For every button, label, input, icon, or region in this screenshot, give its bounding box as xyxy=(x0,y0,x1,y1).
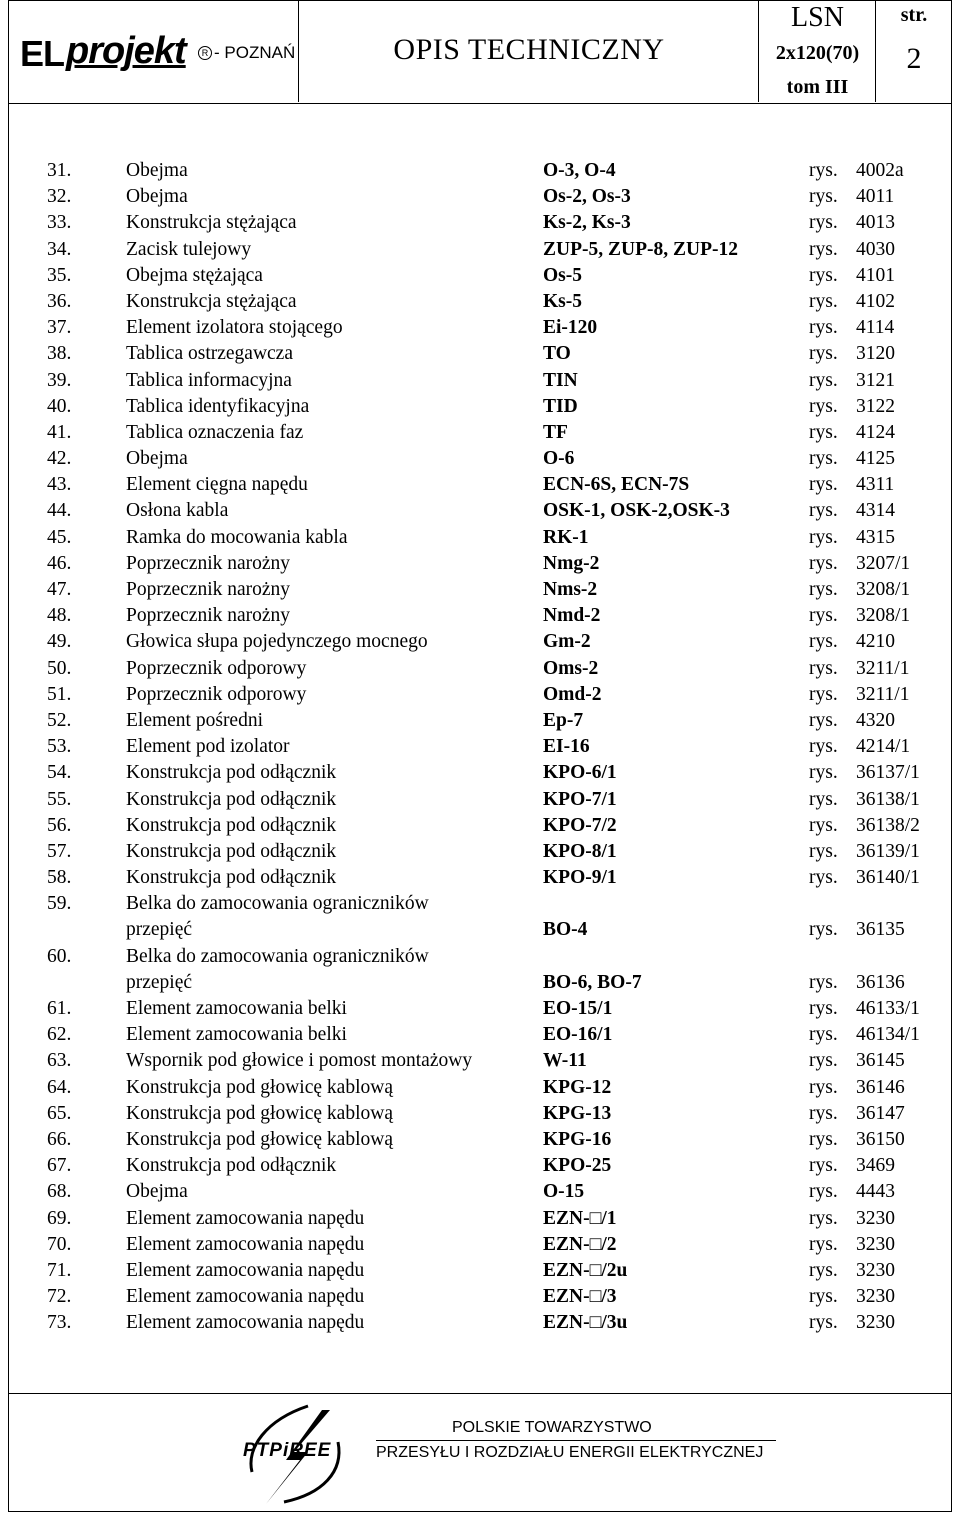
item-number: 56. xyxy=(47,814,72,836)
item-code: TIN xyxy=(543,369,578,391)
item-drawing-number: 36135 xyxy=(856,919,905,941)
item-number: 62. xyxy=(47,1024,72,1046)
item-name: Tablica identyfikacyjna xyxy=(126,395,310,417)
document-footer xyxy=(8,1393,952,1512)
item-number: 33. xyxy=(47,212,72,234)
item-drawing-number: 4311 xyxy=(856,474,895,496)
item-number: 70. xyxy=(47,1233,72,1255)
item-drawing-label: rys. xyxy=(809,683,838,705)
item-drawing-number: 36150 xyxy=(856,1128,905,1150)
list-item xyxy=(0,734,960,760)
item-number: 59. xyxy=(47,893,72,915)
item-drawing-number: 4030 xyxy=(856,238,895,260)
item-drawing-label: rys. xyxy=(809,160,838,181)
item-code: O-15 xyxy=(543,1181,585,1203)
list-item xyxy=(0,1284,960,1310)
item-name: Obejma xyxy=(126,448,188,470)
item-drawing-label: rys. xyxy=(809,421,838,443)
item-drawing-number: 36147 xyxy=(856,1102,905,1124)
list-item xyxy=(0,210,960,236)
list-item xyxy=(0,944,960,996)
logo-city-text: - POZNAŃ xyxy=(214,43,296,62)
document-code: LSN xyxy=(791,2,844,33)
item-name: Element zamocowania belki xyxy=(126,998,347,1020)
item-drawing-label: rys. xyxy=(809,1102,838,1124)
item-code: KPO-7/1 xyxy=(543,788,617,810)
document-title: OPIS TECHNICZNY xyxy=(393,33,665,66)
item-number: 61. xyxy=(47,998,72,1020)
item-number: 65. xyxy=(47,1102,72,1124)
item-number: 57. xyxy=(47,840,72,862)
item-number: 34. xyxy=(47,238,72,260)
list-item xyxy=(0,1258,960,1284)
list-item xyxy=(0,237,960,263)
item-number: 73. xyxy=(47,1312,72,1334)
list-item xyxy=(0,498,960,524)
item-name: Element zamocowania belki xyxy=(126,1024,347,1046)
item-code: Os-5 xyxy=(543,264,582,286)
item-drawing-number: 4114 xyxy=(856,317,895,339)
item-code: EO-15/1 xyxy=(543,998,613,1020)
item-name: Obejma xyxy=(126,186,188,208)
item-drawing-number: 3207/1 xyxy=(856,552,911,574)
item-name: Poprzecznik narożny xyxy=(126,605,291,627)
item-name: Konstrukcja stężająca xyxy=(126,290,297,312)
item-drawing-number: 4125 xyxy=(856,448,895,470)
list-item xyxy=(0,629,960,655)
registered-mark-icon: R xyxy=(198,46,212,60)
item-drawing-number: 4443 xyxy=(856,1181,895,1203)
list-item xyxy=(0,1206,960,1232)
list-item xyxy=(0,891,960,943)
item-drawing-number: 36138/2 xyxy=(856,814,920,836)
item-name: Ramka do mocowania kabla xyxy=(126,526,348,548)
item-drawing-label: rys. xyxy=(809,867,838,889)
list-item xyxy=(0,760,960,786)
item-code: Ei-120 xyxy=(543,317,598,339)
item-drawing-label: rys. xyxy=(809,1076,838,1098)
item-drawing-label: rys. xyxy=(809,788,838,810)
item-drawing-number: 4002a xyxy=(856,160,904,181)
item-number: 42. xyxy=(47,448,72,470)
item-drawing-number: 3230 xyxy=(856,1207,895,1229)
list-item xyxy=(0,184,960,210)
item-name: Konstrukcja pod głowicę kablową xyxy=(126,1076,393,1098)
item-drawing-label: rys. xyxy=(809,1259,838,1281)
item-name: Tablica informacyjna xyxy=(126,369,292,391)
item-name: Element pośredni xyxy=(126,709,264,731)
item-number: 32. xyxy=(47,186,72,208)
item-number: 67. xyxy=(47,1155,72,1177)
item-drawing-label: rys. xyxy=(809,1050,838,1072)
item-drawing-label: rys. xyxy=(809,762,838,784)
item-code: Nmg-2 xyxy=(543,552,600,574)
item-number: 47. xyxy=(47,579,72,600)
item-drawing-number: 3230 xyxy=(856,1259,895,1281)
item-name-continued: przepięć xyxy=(126,971,193,993)
item-drawing-number: 46133/1 xyxy=(856,998,920,1020)
page-label: str. xyxy=(900,4,928,26)
item-code: KPG-12 xyxy=(543,1076,612,1098)
item-drawing-number: 4320 xyxy=(856,709,895,731)
item-drawing-label: rys. xyxy=(809,290,838,312)
item-name: Element zamocowania napędu xyxy=(126,1207,365,1229)
item-drawing-number: 4102 xyxy=(856,290,895,312)
item-name: Poprzecznik odporowy xyxy=(126,683,307,705)
list-item xyxy=(0,1022,960,1048)
item-name: Tablica oznaczenia faz xyxy=(126,421,304,443)
item-name: Element zamocowania napędu xyxy=(126,1233,365,1255)
item-number: 58. xyxy=(47,867,72,889)
item-drawing-label: rys. xyxy=(809,657,838,679)
list-item xyxy=(0,158,960,184)
list-item xyxy=(0,472,960,498)
item-drawing-label: rys. xyxy=(809,840,838,862)
item-code: BO-4 xyxy=(543,919,588,941)
list-item xyxy=(0,263,960,289)
item-name-continued: przepięć xyxy=(126,919,193,941)
item-code: OSK-1, OSK-2,OSK-3 xyxy=(543,500,730,522)
item-drawing-label: rys. xyxy=(809,238,838,260)
item-code: ZUP-5, ZUP-8, ZUP-12 xyxy=(543,238,738,260)
item-drawing-number: 36138/1 xyxy=(856,788,920,810)
item-code: EZN-□/2 xyxy=(543,1233,617,1255)
item-number: 71. xyxy=(47,1259,72,1281)
item-code: Ks-5 xyxy=(543,290,582,312)
item-name: Belka do zamocowania ograniczników xyxy=(126,945,429,967)
item-drawing-label: rys. xyxy=(809,605,838,627)
item-name: Konstrukcja pod głowicę kablową xyxy=(126,1102,393,1124)
item-code: TO xyxy=(543,343,571,365)
item-drawing-label: rys. xyxy=(809,474,838,496)
list-item xyxy=(0,446,960,472)
list-item xyxy=(0,368,960,394)
item-name: Poprzecznik odporowy xyxy=(126,657,307,679)
item-name: Konstrukcja pod odłącznik xyxy=(126,867,337,889)
footer-divider xyxy=(376,1440,776,1441)
item-name: Obejma stężająca xyxy=(126,264,263,286)
item-drawing-number: 3208/1 xyxy=(856,605,911,627)
item-name: Obejma xyxy=(126,160,188,181)
item-code: O-3, O-4 xyxy=(543,160,616,181)
list-item xyxy=(0,996,960,1022)
list-item xyxy=(0,525,960,551)
item-name: Konstrukcja stężająca xyxy=(126,212,297,234)
item-name: Konstrukcja pod odłącznik xyxy=(126,788,337,810)
item-drawing-label: rys. xyxy=(809,1128,838,1150)
item-code: Gm-2 xyxy=(543,631,591,653)
item-drawing-label: rys. xyxy=(809,814,838,836)
item-code: KPO-6/1 xyxy=(543,762,617,784)
item-drawing-number: 4011 xyxy=(856,186,895,208)
item-drawing-label: rys. xyxy=(809,709,838,731)
item-drawing-label: rys. xyxy=(809,448,838,470)
item-code: W-11 xyxy=(543,1050,587,1072)
document-code-cell xyxy=(759,0,876,102)
item-number: 68. xyxy=(47,1181,72,1203)
item-name: Tablica ostrzegawcza xyxy=(126,343,293,365)
item-number: 37. xyxy=(47,317,72,339)
item-drawing-number: 46134/1 xyxy=(856,1024,920,1046)
item-code: Ep-7 xyxy=(543,709,584,731)
item-drawing-number: 3469 xyxy=(856,1155,895,1177)
item-drawing-label: rys. xyxy=(809,998,838,1020)
document-volume: tom III xyxy=(786,76,849,98)
item-code: RK-1 xyxy=(543,526,589,548)
item-drawing-label: rys. xyxy=(809,552,838,574)
item-name: Poprzecznik narożny xyxy=(126,552,291,574)
item-drawing-number: 3208/1 xyxy=(856,579,911,600)
item-number: 54. xyxy=(47,762,72,784)
item-name: Głowica słupa pojedynczego mocnego xyxy=(126,631,428,653)
list-item xyxy=(0,656,960,682)
item-drawing-number: 36145 xyxy=(856,1050,905,1072)
item-drawing-label: rys. xyxy=(809,1312,838,1334)
item-drawing-label: rys. xyxy=(809,212,838,234)
list-item xyxy=(0,289,960,315)
list-item xyxy=(0,1232,960,1258)
logo-el-text: EL xyxy=(20,33,65,74)
item-code: TF xyxy=(543,421,568,443)
item-name: Konstrukcja pod odłącznik xyxy=(126,840,337,862)
item-drawing-number: 4210 xyxy=(856,631,895,653)
item-number: 41. xyxy=(47,421,72,443)
item-drawing-label: rys. xyxy=(809,369,838,391)
item-drawing-label: rys. xyxy=(809,395,838,417)
item-number: 55. xyxy=(47,788,72,810)
list-item xyxy=(0,1179,960,1205)
item-drawing-number: 3121 xyxy=(856,369,895,391)
item-code: Nms-2 xyxy=(543,579,598,600)
item-number: 69. xyxy=(47,1207,72,1229)
item-number: 50. xyxy=(47,657,72,679)
item-name: Element zamocowania napędu xyxy=(126,1312,365,1334)
list-item xyxy=(0,1127,960,1153)
item-drawing-label: rys. xyxy=(809,264,838,286)
company-logo xyxy=(8,0,299,102)
item-drawing-label: rys. xyxy=(809,317,838,339)
item-code: EZN-□/3u xyxy=(543,1312,628,1334)
item-name: Konstrukcja pod głowicę kablową xyxy=(126,1128,393,1150)
list-item xyxy=(0,1101,960,1127)
item-name: Element pod izolator xyxy=(126,736,290,758)
item-number: 63. xyxy=(47,1050,72,1072)
document-header xyxy=(8,0,952,104)
item-number: 38. xyxy=(47,343,72,365)
list-item xyxy=(0,603,960,629)
logo-projekt-text: projekt xyxy=(66,30,186,72)
list-item xyxy=(0,1153,960,1179)
item-drawing-number: 36139/1 xyxy=(856,840,920,862)
item-drawing-number: 4101 xyxy=(856,264,895,286)
item-drawing-number: 4013 xyxy=(856,212,895,234)
item-code: Nmd-2 xyxy=(543,605,601,627)
item-drawing-number: 3211/1 xyxy=(856,657,910,679)
item-name: Konstrukcja pod odłącznik xyxy=(126,1155,337,1177)
list-item xyxy=(0,865,960,891)
item-drawing-label: rys. xyxy=(809,1286,838,1308)
item-drawing-number: 36137/1 xyxy=(856,762,920,784)
list-item xyxy=(0,315,960,341)
item-code: KPO-7/2 xyxy=(543,814,617,836)
item-drawing-label: rys. xyxy=(809,1233,838,1255)
item-number: 46. xyxy=(47,552,72,574)
item-drawing-number: 4315 xyxy=(856,526,895,548)
item-number: 64. xyxy=(47,1076,72,1098)
item-drawing-number: 3230 xyxy=(856,1233,895,1255)
item-name: Belka do zamocowania ograniczników xyxy=(126,893,429,915)
list-item xyxy=(0,1075,960,1101)
item-name: Element zamocowania napędu xyxy=(126,1286,365,1308)
item-drawing-label: rys. xyxy=(809,631,838,653)
item-drawing-label: rys. xyxy=(809,736,838,758)
item-drawing-number: 4314 xyxy=(856,500,895,522)
item-number: 35. xyxy=(47,264,72,286)
item-code: KPG-16 xyxy=(543,1128,612,1150)
item-number: 39. xyxy=(47,369,72,391)
item-number: 44. xyxy=(47,500,72,522)
item-number: 31. xyxy=(47,160,72,181)
item-number: 53. xyxy=(47,736,72,758)
item-drawing-number: 4124 xyxy=(856,421,895,443)
list-item xyxy=(0,813,960,839)
page-number-cell xyxy=(876,0,952,102)
list-item xyxy=(0,787,960,813)
item-drawing-number: 3230 xyxy=(856,1286,895,1308)
item-code: KPO-9/1 xyxy=(543,867,617,889)
item-drawing-number: 36140/1 xyxy=(856,867,920,889)
list-item xyxy=(0,341,960,367)
item-number: 52. xyxy=(47,709,72,731)
list-item xyxy=(0,577,960,603)
item-number: 45. xyxy=(47,526,72,548)
item-drawing-number: 3230 xyxy=(856,1312,895,1334)
item-code: EO-16/1 xyxy=(543,1024,613,1046)
item-drawing-label: rys. xyxy=(809,500,838,522)
item-code: Omd-2 xyxy=(543,683,602,705)
item-drawing-number: 3122 xyxy=(856,395,895,417)
list-item xyxy=(0,420,960,446)
item-number: 66. xyxy=(47,1128,72,1150)
item-name: Konstrukcja pod odłącznik xyxy=(126,762,337,784)
item-name: Poprzecznik narożny xyxy=(126,579,291,600)
document-variant: 2x120(70) xyxy=(775,42,860,64)
item-drawing-label: rys. xyxy=(809,579,838,600)
item-drawing-number: 4214/1 xyxy=(856,736,911,758)
item-name: Obejma xyxy=(126,1181,188,1203)
item-drawing-number: 3211/1 xyxy=(856,683,910,705)
item-number: 51. xyxy=(47,683,72,705)
organization-name-line1: POLSKIE TOWARZYSTWO xyxy=(452,1419,652,1436)
list-item xyxy=(0,1310,960,1336)
item-drawing-label: rys. xyxy=(809,343,838,365)
item-code: EZN-□/3 xyxy=(543,1286,617,1308)
item-code: O-6 xyxy=(543,448,575,470)
item-name: Element izolatora stojącego xyxy=(126,317,343,339)
item-number: 60. xyxy=(47,945,72,967)
list-item xyxy=(0,394,960,420)
item-code: KPO-25 xyxy=(543,1155,612,1177)
item-drawing-number: 36136 xyxy=(856,971,905,993)
item-number: 49. xyxy=(47,631,72,653)
item-code: KPG-13 xyxy=(543,1102,612,1124)
item-drawing-label: rys. xyxy=(809,186,838,208)
item-code: KPO-8/1 xyxy=(543,840,617,862)
item-drawing-label: rys. xyxy=(809,1207,838,1229)
list-item xyxy=(0,551,960,577)
item-name: Konstrukcja pod odłącznik xyxy=(126,814,337,836)
item-drawing-label: rys. xyxy=(809,919,838,941)
item-name: Zacisk tulejowy xyxy=(126,238,252,260)
item-number: 72. xyxy=(47,1286,72,1308)
organization-name-line2: PRZESYŁU I ROZDZIAŁU ENERGII ELEKTRYCZNEJ xyxy=(376,1444,764,1461)
item-code: ECN-6S, ECN-7S xyxy=(543,474,690,496)
item-drawing-number: 36146 xyxy=(856,1076,905,1098)
list-item xyxy=(0,682,960,708)
item-code: TID xyxy=(543,395,578,417)
item-drawing-label: rys. xyxy=(809,526,838,548)
item-list xyxy=(0,158,960,1336)
item-drawing-label: rys. xyxy=(809,1155,838,1177)
list-item xyxy=(0,1048,960,1074)
item-number: 48. xyxy=(47,605,72,627)
item-number: 43. xyxy=(47,474,72,496)
item-drawing-label: rys. xyxy=(809,1181,838,1203)
item-code: Ks-2, Ks-3 xyxy=(543,212,631,234)
page-number: 2 xyxy=(906,42,922,75)
item-name: Element cięgna napędu xyxy=(126,474,308,496)
item-number: 40. xyxy=(47,395,72,417)
list-item xyxy=(0,839,960,865)
item-drawing-number: 3120 xyxy=(856,343,895,365)
item-code: Oms-2 xyxy=(543,657,599,679)
list-item xyxy=(0,708,960,734)
ptpiree-logo-text: PTPiREE xyxy=(243,1440,332,1461)
item-code: Os-2, Os-3 xyxy=(543,186,631,208)
item-code: EI-16 xyxy=(543,736,590,758)
item-code: BO-6, BO-7 xyxy=(543,971,642,993)
item-drawing-label: rys. xyxy=(809,1024,838,1046)
title-cell xyxy=(299,0,759,102)
item-code: EZN-□/1 xyxy=(543,1207,617,1229)
item-drawing-label: rys. xyxy=(809,971,838,993)
item-name: Wspornik pod głowice i pomost montażowy xyxy=(126,1050,473,1072)
item-name: Element zamocowania napędu xyxy=(126,1259,365,1281)
item-code: EZN-□/2u xyxy=(543,1259,628,1281)
item-number: 36. xyxy=(47,290,72,312)
item-name: Osłona kabla xyxy=(126,500,229,522)
